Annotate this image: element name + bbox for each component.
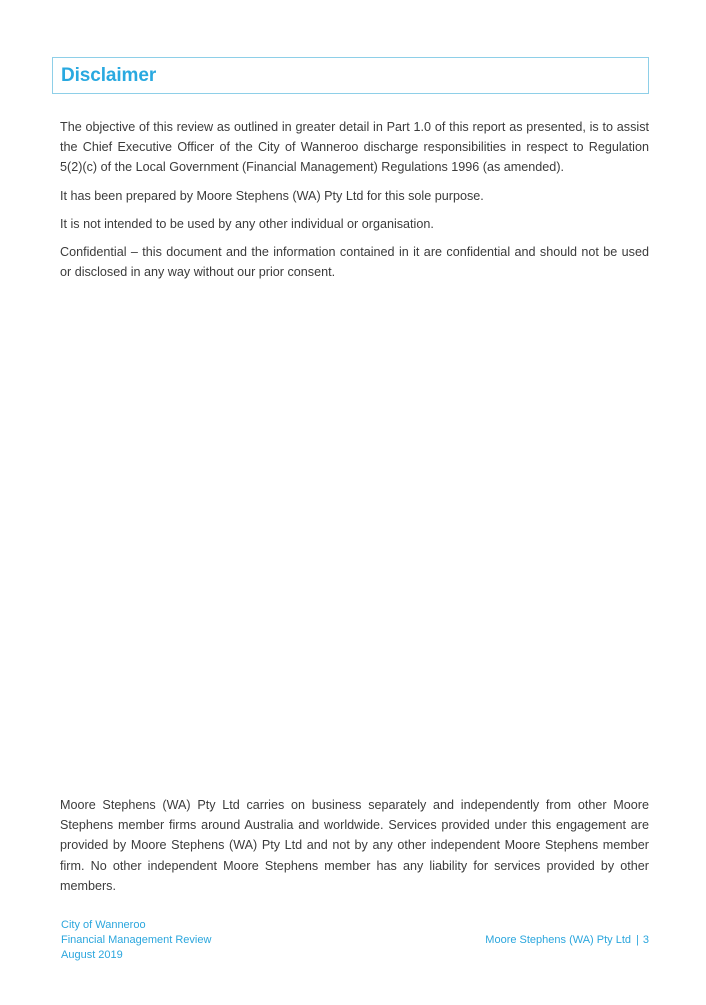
member-firm-notice <box>60 795 649 896</box>
body-paragraph: It has been prepared by Moore Stephens (WA) Pty Ltd for this sole purpose. <box>60 188 484 203</box>
footer-left-block <box>61 918 211 964</box>
footer-client-name: City of Wanneroo <box>61 919 146 931</box>
footer-report-title: Financial Management Review <box>61 934 212 947</box>
footer-separator: | <box>636 934 639 946</box>
member-firm-notice-text: Moore Stephens (WA) Pty Ltd carries on business separately and independently from other Moore Stephens member firms around Australia and worldwide. Services provided under this engagement are provided by Moore Stephens (WA) Pty Ltd and not by any other independent Moore Stephens member firm. No other independent Moore Stephens member has any liability for services provided by other members. <box>60 798 649 893</box>
body-paragraph: Confidential – this document and the information contained in it are confidential and should not be used or disclosed in any way without our prior consent. <box>60 245 649 280</box>
page-footer <box>0 918 706 978</box>
footer-firm-name: Moore Stephens (WA) Pty Ltd <box>485 934 632 946</box>
footer-page-number: 3 <box>642 934 649 946</box>
disclaimer-heading-box <box>52 57 649 94</box>
body-paragraph: The objective of this review as outlined in greater detail in Part 1.0 of this report as presented, is to assist the Chief Executive Officer of the City of Wanneroo discharge responsibilities in respect to Regulation 5(2)(c) of the Local Government (Financial Management) Regulations 1996 (as amended). <box>60 120 649 175</box>
footer-right-block <box>485 933 649 948</box>
footer-report-date: August 2019 <box>61 949 123 962</box>
page-title: Disclaimer <box>61 65 157 86</box>
disclaimer-body <box>60 117 649 282</box>
body-paragraph: It is not intended to be used by any other individual or organisation. <box>60 216 434 231</box>
